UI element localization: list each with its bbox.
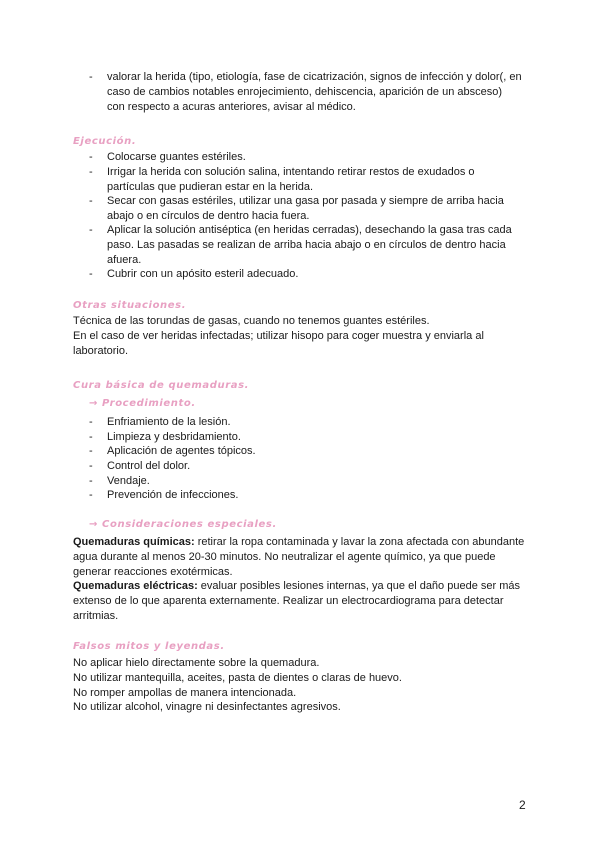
- heading-cura-quemaduras: Cura básica de quemaduras.: [73, 380, 250, 391]
- subheading-consideraciones: → Consideraciones especiales.: [89, 519, 277, 530]
- bullet-marker: -: [89, 475, 93, 487]
- bullet-marker: -: [89, 224, 93, 236]
- procedimiento-item: Limpieza y desbridamiento.: [107, 431, 241, 443]
- ejecucion-item: Secar con gasas estériles, utilizar una gasa por pasada y siempre de arriba hacia abajo o en círculos de dentro hacia fuera.: [107, 195, 504, 222]
- procedimiento-item: Aplicación de agentes tópicos.: [107, 445, 256, 457]
- procedimiento-item: Vendaje.: [107, 475, 150, 487]
- heading-ejecucion: Ejecución.: [73, 136, 137, 147]
- quimicas-label: Quemaduras químicas:: [73, 536, 195, 548]
- bullet-marker: -: [89, 268, 93, 280]
- bullet-marker: -: [89, 151, 93, 163]
- bullet-marker: -: [89, 416, 93, 428]
- electricas-paragraph: Quemaduras eléctricas: evaluar posibles lesiones internas, ya que el daño puede ser más extenso de lo que aparenta externamente. Realizar un electrocardiograma para detectar arritmias.: [73, 580, 520, 622]
- ejecucion-item: Irrigar la herida con solución salina, intentando retirar restos de exudados o partículas que pudieran estar en la herida.: [107, 166, 475, 193]
- ejecucion-item: Colocarse guantes estériles.: [107, 151, 246, 163]
- procedimiento-item: Prevención de infecciones.: [107, 489, 239, 501]
- bullet-marker: -: [89, 431, 93, 443]
- bullet-marker: -: [89, 166, 93, 178]
- heading-otras-situaciones: Otras situaciones.: [73, 300, 187, 311]
- ejecucion-item: Aplicar la solución antiséptica (en heridas cerradas), desechando la gasa tras cada paso. Las pasadas se realizan de arriba hacia abajo o en círculos de dentro hacia afuera.: [107, 224, 512, 266]
- bullet-marker: -: [89, 71, 93, 83]
- otras-paragraph: Técnica de las torundas de gasas, cuando no tenemos guantes estériles. En el caso de ver heridas infectadas; utilizar hisopo para coger muestra y enviarla al laboratorio.: [73, 315, 484, 357]
- bullet-marker: -: [89, 460, 93, 472]
- mitos-list: No aplicar hielo directamente sobre la quemadura. No utilizar mantequilla, aceites, pasta de dientes o claras de huevo. No romper ampollas de manera intencionada. No utilizar alcohol, vinagre ni desinfectantes agresivos.: [73, 657, 402, 714]
- ejecucion-item: Cubrir con un apósito esteril adecuado.: [107, 268, 299, 280]
- subheading-procedimiento: → Procedimiento.: [89, 398, 196, 409]
- procedimiento-item: Enfriamiento de la lesión.: [107, 416, 231, 428]
- procedimiento-item: Control del dolor.: [107, 460, 191, 472]
- bullet-marker: -: [89, 489, 93, 501]
- bullet-text: valorar la herida (tipo, etiología, fase de cicatrización, signos de infección y dolor(, en caso de cambios notables enrojecimiento, dehiscencia, aparición de un absceso) con respecto a acuras anteriores, avisar al médico.: [107, 71, 522, 113]
- heading-falsos-mitos: Falsos mitos y leyendas.: [73, 641, 225, 652]
- quimicas-paragraph: Quemaduras químicas: retirar la ropa contaminada y lavar la zona afectada con abundante agua durante al menos 20-30 minutos. No neutralizar el agente químico, ya que puede generar reacciones exotérmicas.: [73, 536, 525, 578]
- bullet-marker: -: [89, 195, 93, 207]
- bullet-marker: -: [89, 445, 93, 457]
- page-number: 2: [519, 798, 526, 812]
- electricas-label: Quemaduras eléctricas:: [73, 580, 198, 592]
